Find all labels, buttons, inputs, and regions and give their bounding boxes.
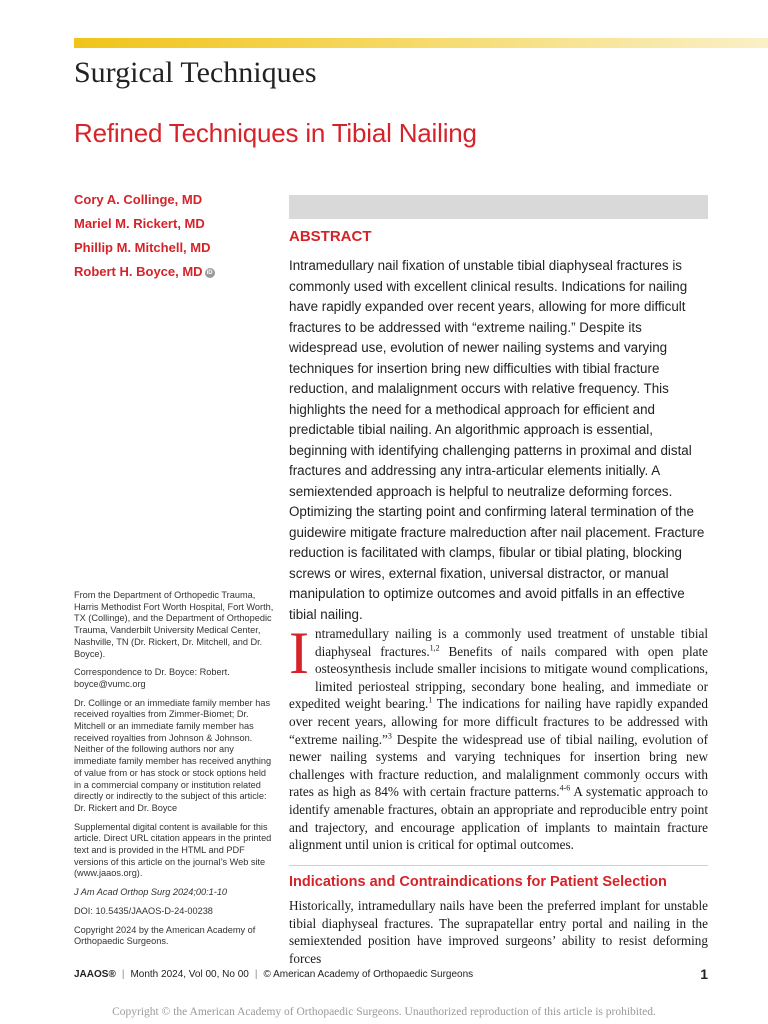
copyright-note: Copyright 2024 by the American Academy of Orthopaedic Surgeons. — [74, 924, 256, 947]
affiliation-note: From the Department of Orthopedic Trauma, Harris Methodist Fort Worth Hospital, Fort Worth, TX (Collinge), and the Department of Orthopedic Trauma, Vanderbilt University Medical Center, Nashville, TN (Dr. Rickert, Dr. Mitchell, and Dr. Boyce). — [74, 590, 274, 659]
footer-journal: JAAOS® — [74, 969, 116, 980]
page-number: 1 — [700, 966, 708, 982]
section-divider — [289, 865, 708, 866]
reference-link[interactable]: 3 — [387, 731, 392, 741]
article-sidenotes — [74, 590, 274, 955]
correspondence-note[interactable]: Correspondence to Dr. Boyce: Robert. boyce@vumc.org — [74, 667, 230, 689]
top-accent-bar — [74, 38, 768, 48]
footer-issue: Month 2024, Vol 00, No 00 — [130, 969, 249, 980]
author-item[interactable] — [74, 192, 215, 216]
intro-text: Despite the widespread use of tibial nailing, evolution of newer nailing systems and varying techniques for insertion bring new challenges with fracture reduction, and malalignment commonly occurs with rates as high as 84% with certain fracture patterns. — [289, 731, 708, 800]
doi-note[interactable]: DOI: 10.5435/JAAOS-D-24-00238 — [74, 905, 213, 916]
copyright-banner: Copyright © the American Academy of Orthopaedic Surgeons. Unauthorized reproduction of this article is prohibited. — [112, 1006, 656, 1018]
intro-text: A systematic approach to identify amenable fractures, obtain an appropriate and reproducible entry point and trajectory, and encourage application of implants to maintain fracture alignment until union is critical for optimal outcomes. — [289, 784, 708, 853]
intro-text: The indications for nailing have rapidly expanded over recent years, allowing for more difficult fractures to be addressed with “extreme nailing.” — [289, 696, 708, 747]
footer-separator: | — [121, 969, 125, 980]
author-item[interactable] — [74, 216, 215, 240]
indications-paragraph: Historically, intramedullary nails have been the preferred implant for unstable tibial diaphyseal fractures. The suprapatellar entry portal and nailing in the semiextended position have improved surgeons’ ability to resist deforming forces — [289, 898, 708, 966]
abstract-text: Intramedullary nail fixation of unstable tibial diaphyseal fractures is commonly used with excellent clinical results. Indications for nailing have rapidly expanded over recent years, allowing for more difficult fractures to be addressed with “extreme nailing.” Despite its widespread use, evolution of newer nailing systems and varying techniques for insertion bring new difficulties with tibial fracture reduction, and malalignment occurs with relative frequency. This highlights the need for a methodical approach for efficient and predictable tibial nailing. An algorithmic approach is essential, beginning with identifying challenging patterns in proximal and distal fractures and addressing any intra-articular elements initially. A semiextended approach is helpful to neutralize deforming forces. Optimizing the starting point and confirming lateral termination of the guidewire mitigate fracture malreduction after nail placement. Fracture reduction is facilitated with clamps, fibular or tibial plating, blocking screws or wires, external fixation, universal distractor, or manual manipulation to optimize outcomes and avoid pitfalls in an effective tibial nailing. — [289, 258, 705, 622]
section-label: Surgical Techniques — [74, 56, 317, 89]
author-name: Robert H. Boyce, MD — [74, 264, 203, 279]
drop-cap: I — [289, 620, 309, 686]
indications-heading: Indications and Contraindications for Patient Selection — [289, 874, 667, 890]
intro-text: Benefits of nails compared with open plate osteosynthesis include smaller incisions to mitigate wound complications, limited periosteal stripping, secondary bone healing, and immediate or expedited weight bearing. — [289, 643, 708, 712]
article-title: Refined Techniques in Tibial Nailing — [74, 118, 477, 148]
footer-separator: | — [254, 969, 258, 980]
footer-copyright: © American Academy of Orthopaedic Surgeons — [263, 969, 474, 980]
page-footer — [74, 966, 708, 985]
intro-text: ntramedullary nailing is a commonly used treatment of unstable tibial diaphyseal fractures. — [314, 626, 708, 659]
author-name: Phillip M. Mitchell, MD — [74, 240, 211, 255]
supplemental-note: Supplemental digital content is available for this article. Direct URL citation appears in the printed text and is provided in the HTML and PDF versions of this article on the journal’s Web site (www.jaaos.org). — [74, 821, 272, 879]
disclosure-note: Dr. Collinge or an immediate family member has received royalties from Zimmer-Biomet; Dr. Mitchell or an immediate family member has received royalties from Johnson & Johnson. Neither of the following authors nor any immediate family member has received anything of value from or has stock or stock options held in a commercial company or institution related directly or indirectly to the subject of this article: Dr. Rickert and Dr. Boyce — [74, 697, 272, 813]
author-name: Cory A. Collinge, MD — [74, 192, 203, 207]
abstract-header-bar — [289, 195, 708, 219]
citation-note: J Am Acad Orthop Surg 2024;00:1-10 — [74, 887, 228, 898]
author-name: Mariel M. Rickert, MD — [74, 216, 205, 231]
author-item[interactable] — [74, 264, 215, 288]
author-item[interactable] — [74, 240, 215, 264]
abstract-heading: ABSTRACT — [289, 228, 372, 245]
author-list — [74, 192, 215, 288]
reference-link[interactable]: 1 — [428, 695, 433, 705]
reference-link[interactable]: 4-6 — [559, 783, 571, 793]
reference-link[interactable]: 1,2 — [429, 643, 440, 653]
intro-paragraph — [289, 620, 708, 854]
orcid-icon[interactable]: iD — [206, 269, 213, 276]
